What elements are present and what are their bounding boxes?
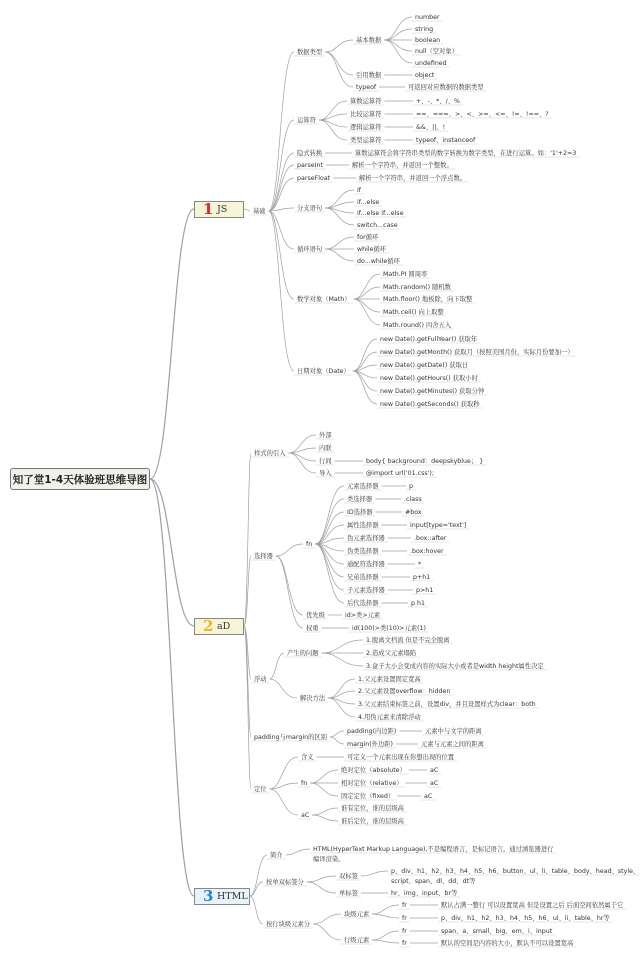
connector-h9-h12 <box>372 914 399 918</box>
node-n34[interactable]: for循环 <box>357 234 379 241</box>
node-m38[interactable]: 3.盒子大小会变成内容的实际大小或者是width height属性决定 <box>366 663 544 670</box>
connector-n43-n45 <box>353 352 377 371</box>
node-h13[interactable]: p、div、h1、h2、h3、h4、h5、h6、ul、li、table、hr等 <box>441 915 610 922</box>
connector-n1-n13 <box>269 120 294 211</box>
node-m47[interactable]: margin(外边距) <box>347 741 394 748</box>
branch-js[interactable] <box>194 201 244 218</box>
node-m30[interactable]: 优先级 <box>306 612 325 619</box>
node-n48[interactable]: new Date().getMinutes() 获取分钟 <box>380 388 485 395</box>
connector-m59-m61 <box>312 815 338 821</box>
node-n2[interactable]: 数据类型 <box>297 49 323 56</box>
node-n3[interactable]: 基本数据 <box>356 37 382 44</box>
connector-n37-n42 <box>354 299 380 325</box>
connector-h9-h10 <box>372 905 399 914</box>
connector-n1-n22 <box>269 153 294 211</box>
node-m11[interactable]: p <box>409 483 413 490</box>
node-n9[interactable]: 引用数据 <box>356 72 382 79</box>
node-m21[interactable]: .box:hover <box>410 548 444 555</box>
branch-label: HTML <box>217 891 248 902</box>
node-n21[interactable]: typeof、instanceof <box>416 137 476 144</box>
node-m54[interactable]: aC <box>430 767 439 774</box>
node-m4[interactable]: 行间 <box>319 458 332 465</box>
node-n26[interactable]: parseFloat <box>297 175 331 182</box>
connector-m1-m6 <box>288 453 316 473</box>
node-n37[interactable]: 数学对象（Math） <box>297 296 351 303</box>
node-m51[interactable]: 可定义一个元素出现在你想出现的位置 <box>347 754 455 761</box>
connector-m9-m14 <box>315 512 344 544</box>
node-m34[interactable]: 浮动 <box>254 676 267 683</box>
connector-n13-n14 <box>319 101 347 120</box>
connector-n3-n4 <box>384 17 412 40</box>
node-h17[interactable]: fr <box>402 940 407 947</box>
node-n38[interactable]: Math.PI 圆周率 <box>383 271 428 278</box>
node-m49[interactable]: 定位 <box>254 786 267 793</box>
connector-n43-n49 <box>353 371 377 404</box>
branch-label: aD <box>217 621 231 632</box>
node-h8[interactable]: 按行块级元素分 <box>266 921 311 928</box>
connector-n37-n38 <box>354 274 380 299</box>
node-n19[interactable]: &&、||、! <box>416 124 446 131</box>
node-n46[interactable]: new Date().getDate() 获取日 <box>380 362 469 369</box>
connector-n3-n5 <box>384 29 412 40</box>
connector-n3-n8 <box>384 40 412 63</box>
connector-n28-n29 <box>325 190 354 208</box>
node-n11[interactable]: typeof <box>356 84 377 91</box>
connector-m9-m10 <box>315 486 344 544</box>
node-m40[interactable]: 1.父元素设置固定宽高 <box>358 676 421 683</box>
node-h3[interactable]: 按单双标签分 <box>266 879 304 886</box>
branch-number: 2 <box>203 617 214 635</box>
node-m53[interactable]: 绝对定位（absolute） <box>341 767 406 774</box>
connector-n1-n33 <box>269 211 294 249</box>
node-m27[interactable]: p>h1 <box>416 587 434 594</box>
node-m24[interactable]: 兄弟选择器 <box>347 574 379 581</box>
node-h5b[interactable]: script、span、dl、dd、dt等 <box>391 878 476 885</box>
node-n31[interactable]: if...else if...else <box>357 210 404 217</box>
node-n40[interactable]: Math.floor() 地板除，向下取整 <box>383 296 473 303</box>
connector-b-js-n1 <box>244 209 250 211</box>
node-m31[interactable]: id>类>元素 <box>345 612 381 619</box>
connector-m59-m60 <box>312 808 338 815</box>
connector-m39-m43 <box>328 698 355 717</box>
node-n47[interactable]: new Date().getHours() 获取小时 <box>380 375 478 382</box>
node-m22[interactable]: 通配符选择器 <box>347 561 385 568</box>
node-h18[interactable]: 默认的空间是内容的大小，默认不可以设置宽高 <box>441 940 574 947</box>
node-m45[interactable]: padding(内边距) <box>347 728 397 735</box>
node-n13[interactable]: 运算符 <box>297 117 316 124</box>
node-m10[interactable]: 元素选择器 <box>347 483 379 490</box>
node-h1[interactable]: 简介 <box>270 852 283 859</box>
node-m52[interactable]: fn <box>301 780 308 787</box>
node-m57[interactable]: 固定定位（fixed） <box>341 793 395 800</box>
root-connector-b-ad <box>150 479 194 626</box>
connector-n33-n36 <box>325 249 354 261</box>
node-h6[interactable]: 单标签 <box>339 890 358 897</box>
root-title: 知了堂1-4天体验班思维导图 <box>12 474 148 486</box>
node-n15[interactable]: +、-、*、/、% <box>416 98 460 105</box>
connector-b-html-h8 <box>250 896 263 924</box>
node-n28[interactable]: 分支语句 <box>297 205 323 212</box>
node-n14[interactable]: 算数运算符 <box>350 98 382 105</box>
node-m8[interactable]: 选择器 <box>254 553 273 560</box>
connector-m8-m30 <box>276 556 303 615</box>
connector-m49-m52 <box>270 783 298 789</box>
node-n36[interactable]: do...while循环 <box>357 258 400 265</box>
node-m39[interactable]: 解决方法 <box>300 695 326 702</box>
node-n45[interactable]: new Date().getMonth() 获取月（按照美国月份，实际月份要加一） <box>380 349 574 356</box>
connector-n2-n3 <box>325 40 353 52</box>
node-m35[interactable]: 产生的问题 <box>287 650 319 657</box>
root-topic[interactable] <box>10 468 150 490</box>
node-m17[interactable]: input[type='text'] <box>410 522 467 529</box>
node-n24[interactable]: parseInt <box>297 162 323 169</box>
node-m7[interactable]: @import url('01.css'); <box>366 470 434 477</box>
node-h2a[interactable]: HTML(HyperText Markup Language),不是编程语言，是标记语言。通过浏览器进行 <box>313 846 554 853</box>
node-n39[interactable]: Math.random() 随机数 <box>383 284 451 291</box>
node-m61[interactable]: 谁后定位，谁的层级高 <box>341 818 404 825</box>
node-m23[interactable]: * <box>418 561 422 568</box>
node-m58[interactable]: aC <box>424 793 433 800</box>
connector-h1-h2a <box>286 849 310 855</box>
connector-n33-n34 <box>325 237 354 249</box>
connector-h14-h17 <box>372 940 399 943</box>
node-n49[interactable]: new Date().getSeconds() 获取秒 <box>380 401 480 408</box>
node-m5[interactable]: body{ background：deepskyblue； } <box>366 458 484 465</box>
connector-h14-h15 <box>372 931 399 940</box>
connector-b-html-h1 <box>250 855 267 896</box>
node-m42[interactable]: 3.父元素结束标签之前，设置div，并且设置样式为clear：both <box>358 701 536 708</box>
node-m12[interactable]: 类选择器 <box>347 496 373 503</box>
node-m29[interactable]: p h1 <box>411 600 425 607</box>
node-h9[interactable]: 块级元素 <box>344 911 370 918</box>
node-labels <box>253 14 639 947</box>
node-n5[interactable]: string <box>415 26 434 33</box>
connector-h4-h5a <box>361 871 388 876</box>
connector-m34-m39 <box>270 679 297 698</box>
node-h7[interactable]: hr、img、input、br等 <box>391 890 458 897</box>
node-n42[interactable]: Math.round() 四舍五入 <box>383 322 452 329</box>
node-n16[interactable]: 比较运算符 <box>350 111 382 118</box>
branch-number: 1 <box>203 200 214 218</box>
node-m32[interactable]: 权重 <box>306 625 319 632</box>
node-n27[interactable]: 解析一个字符串，并返回一个浮点数。 <box>359 175 467 182</box>
node-m59[interactable]: aC <box>301 812 310 819</box>
node-n8[interactable]: undefined <box>415 60 447 67</box>
connector-n2-n11 <box>325 52 353 87</box>
connector-b-html-h3 <box>250 882 263 896</box>
connector-m52-m57 <box>310 783 338 796</box>
node-m48[interactable]: 元素与元素之间的距离 <box>421 741 484 748</box>
node-m56[interactable]: aC <box>430 780 439 787</box>
node-h11[interactable]: 默认占满一整行 可以设置宽高 但是设置之后 后面空间依然属于它 <box>441 902 624 909</box>
node-h5a[interactable]: p、div、h1、h2、h3、h4、h5、h6、button、ul、li、table、body、head、style、 <box>391 868 640 875</box>
connector-m9-m12 <box>315 499 344 544</box>
connector-m34-m35 <box>270 653 284 679</box>
connector-m35-m38 <box>321 653 363 666</box>
connector-m9-m28 <box>315 544 344 603</box>
connector-m8-m32 <box>276 556 303 628</box>
node-n12[interactable]: 可返回对应数据的数据类型 <box>408 84 484 91</box>
branch-ad[interactable] <box>194 618 244 635</box>
connector-n1-n43 <box>269 211 294 371</box>
node-m43[interactable]: 4.用伪元素来清除浮动 <box>358 714 421 721</box>
node-n20[interactable]: 类型运算符 <box>350 137 382 144</box>
node-n1[interactable]: 基础 <box>253 208 266 215</box>
connector-n1-n26 <box>269 178 294 211</box>
node-n18[interactable]: 逻辑运算符 <box>350 124 382 131</box>
node-n43[interactable]: 日期对象（Date） <box>297 368 350 375</box>
connector-n1-n2 <box>269 52 294 211</box>
node-h12[interactable]: fr <box>402 915 407 922</box>
node-n7[interactable]: null（空对象） <box>415 48 458 55</box>
node-n25[interactable]: 解析一个字符串，并返回一个整数。 <box>352 162 453 169</box>
connector-h3-h4 <box>307 876 336 882</box>
node-n6[interactable]: boolean <box>415 37 441 44</box>
node-n30[interactable]: if...else <box>357 199 380 206</box>
connector-n37-n39 <box>354 287 380 299</box>
node-m60[interactable]: 谁有定位，谁的层级高 <box>341 805 404 812</box>
connector-m8-m9 <box>276 544 303 556</box>
node-m28[interactable]: 后代选择器 <box>347 600 379 607</box>
connector-n43-n48 <box>353 371 377 391</box>
node-m20[interactable]: 伪类选择器 <box>347 548 379 555</box>
node-m18[interactable]: 伪元素选择器 <box>347 535 385 542</box>
branch-label: JS <box>217 204 228 215</box>
node-n10[interactable]: object <box>415 72 435 79</box>
node-n32[interactable]: switch...case <box>357 222 398 229</box>
node-n22[interactable]: 隐式转换 <box>297 150 323 157</box>
connector-n37-n41 <box>354 299 380 312</box>
node-m26[interactable]: 子元素选择器 <box>347 587 385 594</box>
node-n33[interactable]: 循环语句 <box>297 246 323 253</box>
connector-h8-h9 <box>313 914 341 924</box>
connector-n13-n20 <box>319 120 347 140</box>
node-h2b[interactable]: 编译渲染。 <box>313 856 345 863</box>
node-m50[interactable]: 含义 <box>301 754 314 761</box>
node-h4[interactable]: 双标签 <box>339 873 358 880</box>
node-m25[interactable]: p+h1 <box>413 574 431 581</box>
connector-n3-n7 <box>384 40 412 51</box>
node-h10[interactable]: fr <box>402 902 407 909</box>
node-m16[interactable]: 属性选择器 <box>347 522 379 529</box>
connector-h3-h6 <box>307 882 336 893</box>
node-h14[interactable]: 行级元素 <box>344 937 370 944</box>
branch-html[interactable] <box>194 888 250 905</box>
node-m6[interactable]: 导入 <box>319 470 332 477</box>
node-h15[interactable]: fr <box>402 928 407 935</box>
root-connector-b-js <box>150 209 194 479</box>
node-n23[interactable]: 算数运算符会将字符串类型的数字转换为数字类型，在进行运算。如：'1'+2=3 <box>355 150 577 157</box>
node-m9[interactable]: fn <box>306 541 313 548</box>
node-m41[interactable]: 2.父元素设置overflow：hidden <box>358 688 451 695</box>
node-n29[interactable]: if <box>357 187 361 194</box>
connector-m49-m59 <box>270 789 298 815</box>
connector-h8-h14 <box>313 924 341 940</box>
connector-m44-m45 <box>330 731 344 737</box>
connector-m49-m50 <box>270 757 298 789</box>
node-m44[interactable]: padding与margin的区别 <box>254 734 327 741</box>
branch-number: 3 <box>203 887 214 905</box>
node-n35[interactable]: while循环 <box>357 246 387 253</box>
connector-m52-m53 <box>310 770 338 783</box>
node-m46[interactable]: 元素中与文字的距离 <box>425 728 482 735</box>
node-n41[interactable]: Math.ceil() 向上取整 <box>383 309 444 316</box>
node-m37[interactable]: 2.造成父元素塌陷 <box>366 650 417 657</box>
connector-n1-n37 <box>269 211 294 299</box>
node-m19[interactable]: .box::after <box>414 535 447 542</box>
node-m55[interactable]: 相对定位（relative） <box>341 780 403 787</box>
node-n44[interactable]: new Date().getFullYear() 获取年 <box>380 336 478 343</box>
connector-n43-n44 <box>353 339 377 371</box>
connector-m35-m36 <box>321 640 363 653</box>
node-m13[interactable]: .class <box>404 496 422 503</box>
node-m3[interactable]: 内联 <box>319 445 332 452</box>
node-m33[interactable]: id(100)>类(10)>元素(1) <box>352 625 426 632</box>
node-h16[interactable]: span、a、small、big、em、i、input <box>441 928 553 935</box>
node-m1[interactable]: 样式的引入 <box>254 450 286 457</box>
node-m2[interactable]: 外部 <box>319 432 332 439</box>
root-connector-b-html <box>150 479 194 896</box>
node-m15[interactable]: #box <box>405 509 422 516</box>
connector-m44-m47 <box>330 737 344 744</box>
node-m14[interactable]: ID选择器 <box>347 509 373 516</box>
connector-m9-m24 <box>315 544 344 577</box>
node-m36[interactable]: 1.脱离文档流 但是不完全脱离 <box>366 637 450 644</box>
connector-m39-m40 <box>328 679 355 698</box>
node-n17[interactable]: ==、===、>、<、>=、<=、!=、!==、? <box>416 111 549 118</box>
node-n4[interactable]: number <box>415 14 440 21</box>
